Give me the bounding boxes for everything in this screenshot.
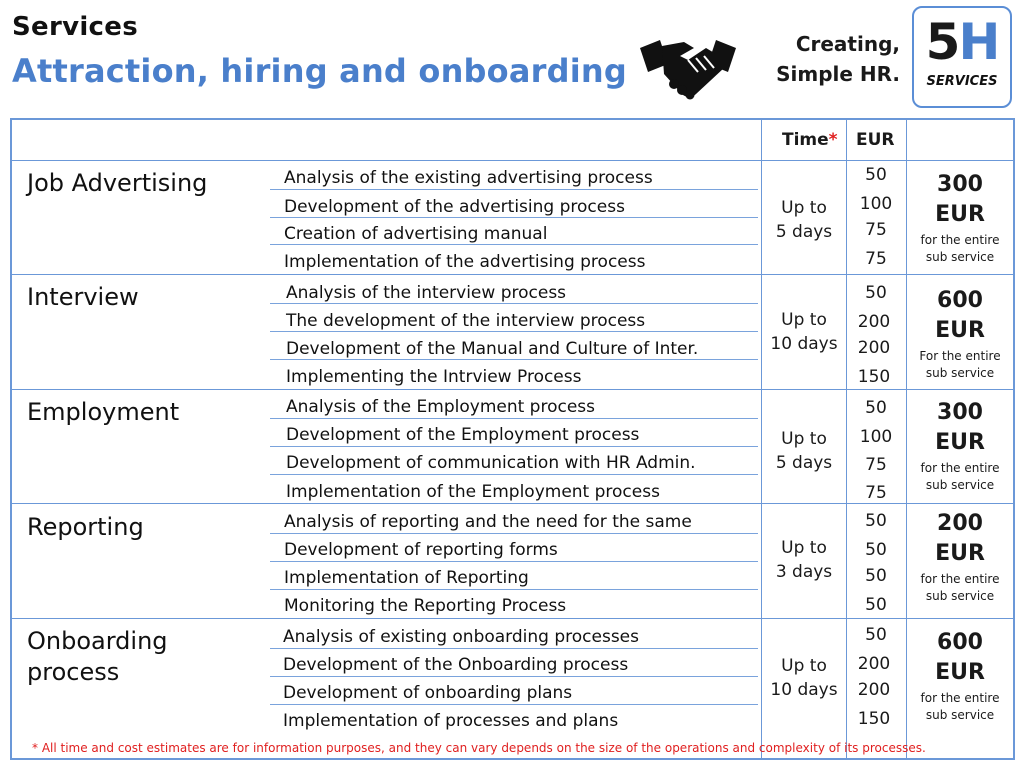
service-name: Onboarding process [27, 627, 168, 686]
service-item: Implementation of Reporting [284, 568, 529, 588]
item-price: 75 [865, 220, 887, 240]
service-item: The development of the interview process [286, 311, 646, 331]
service-name: Employment [27, 398, 180, 426]
item-price: 150 [857, 367, 891, 387]
item-price: 50 [865, 283, 887, 303]
item-divider [270, 217, 758, 218]
item-price: 50 [865, 165, 887, 185]
item-divider [270, 303, 758, 304]
time-estimate: Up to 10 days [770, 656, 838, 700]
handshake-icon [638, 34, 738, 102]
section-rule [12, 618, 1013, 619]
item-price: 75 [865, 483, 887, 503]
service-item: Monitoring the Reporting Process [284, 596, 567, 616]
service-name: Interview [27, 283, 139, 311]
company-logo [912, 6, 1012, 108]
service-item: Development of the advertising process [284, 197, 625, 217]
item-divider [270, 446, 758, 447]
service-item: Development of onboarding plans [283, 683, 573, 703]
time-estimate: Up to 10 days [770, 310, 838, 354]
item-price: 200 [857, 680, 891, 700]
item-divider [270, 189, 758, 190]
service-item: Development of the Onboarding process [283, 655, 629, 675]
item-divider [270, 533, 758, 534]
tagline-line2: Simple HR. [776, 62, 900, 86]
item-price: 200 [857, 312, 891, 332]
service-name: Job Advertising [27, 169, 208, 197]
item-price: 50 [865, 540, 887, 560]
service-item: Development of reporting forms [284, 540, 558, 560]
item-price: 100 [859, 427, 893, 447]
item-divider [270, 359, 758, 360]
subservice-total: 300 EUR for the entire sub service [920, 172, 1000, 264]
footnote: * All time and cost estimates are for information purposes, and they can vary depends on the size of the operations and complexity of its processes. [32, 741, 926, 755]
item-divider [270, 589, 758, 590]
item-divider [270, 331, 758, 332]
logo-letter: H [958, 13, 999, 71]
item-price: 50 [865, 566, 887, 586]
time-column-header: Time* [782, 130, 838, 150]
item-divider [270, 704, 758, 705]
service-item: Development of the Manual and Culture of Inter. [286, 339, 699, 359]
item-divider [270, 561, 758, 562]
item-price: 50 [865, 511, 887, 531]
service-item: Implementation of the advertising process [284, 252, 646, 272]
service-item: Development of communication with HR Admin. [286, 453, 696, 473]
item-price: 50 [865, 398, 887, 418]
time-estimate: Up to 3 days [775, 538, 833, 582]
service-item: Analysis of the interview process [286, 283, 567, 303]
eur-column-header: EUR [856, 130, 895, 150]
subservice-total: 600 EUR for the entire sub service [920, 630, 1000, 722]
logo-digit: 5 [925, 13, 959, 71]
subservice-total: 300 EUR for the entire sub service [920, 400, 1000, 492]
item-divider [270, 676, 758, 677]
service-item: Implementation of the Employment process [286, 482, 660, 502]
service-item: Development of the Employment process [286, 425, 640, 445]
item-price: 200 [857, 338, 891, 358]
subservice-total: 200 EUR for the entire sub service [920, 511, 1000, 603]
item-price: 50 [865, 625, 887, 645]
service-item: Analysis of reporting and the need for the same [284, 512, 692, 532]
item-price: 150 [857, 709, 891, 729]
tagline-line1: Creating, [795, 32, 900, 56]
item-price: 50 [865, 595, 887, 615]
section-rule [12, 274, 1013, 275]
item-divider [270, 244, 758, 245]
logo-services-text: SERVICES [926, 74, 998, 89]
service-item: Analysis of the existing advertising process [284, 168, 653, 188]
section-rule [12, 389, 1013, 390]
item-divider [270, 418, 758, 419]
item-price: 75 [865, 249, 887, 269]
header-rule [12, 160, 1013, 161]
item-divider [270, 474, 758, 475]
service-item: Creation of advertising manual [284, 224, 548, 244]
service-item: Analysis of existing onboarding processes [283, 627, 639, 647]
page-subtitle: Attraction, hiring and onboarding [12, 52, 627, 90]
time-estimate: Up to 5 days [775, 429, 833, 473]
service-item: Implementing the Intrview Process [286, 367, 582, 387]
service-item: Analysis of the Employment process [286, 397, 596, 417]
item-divider [270, 648, 758, 649]
page-title: Services [12, 12, 138, 42]
subservice-total: 600 EUR For the entire sub service [919, 288, 1001, 380]
section-rule [12, 503, 1013, 504]
item-price: 100 [859, 194, 893, 214]
item-price: 75 [865, 455, 887, 475]
service-item: Implementation of processes and plans [283, 711, 619, 731]
item-price: 200 [857, 654, 891, 674]
time-estimate: Up to 5 days [775, 198, 833, 242]
column-divider [906, 120, 907, 758]
service-name: Reporting [27, 513, 144, 541]
